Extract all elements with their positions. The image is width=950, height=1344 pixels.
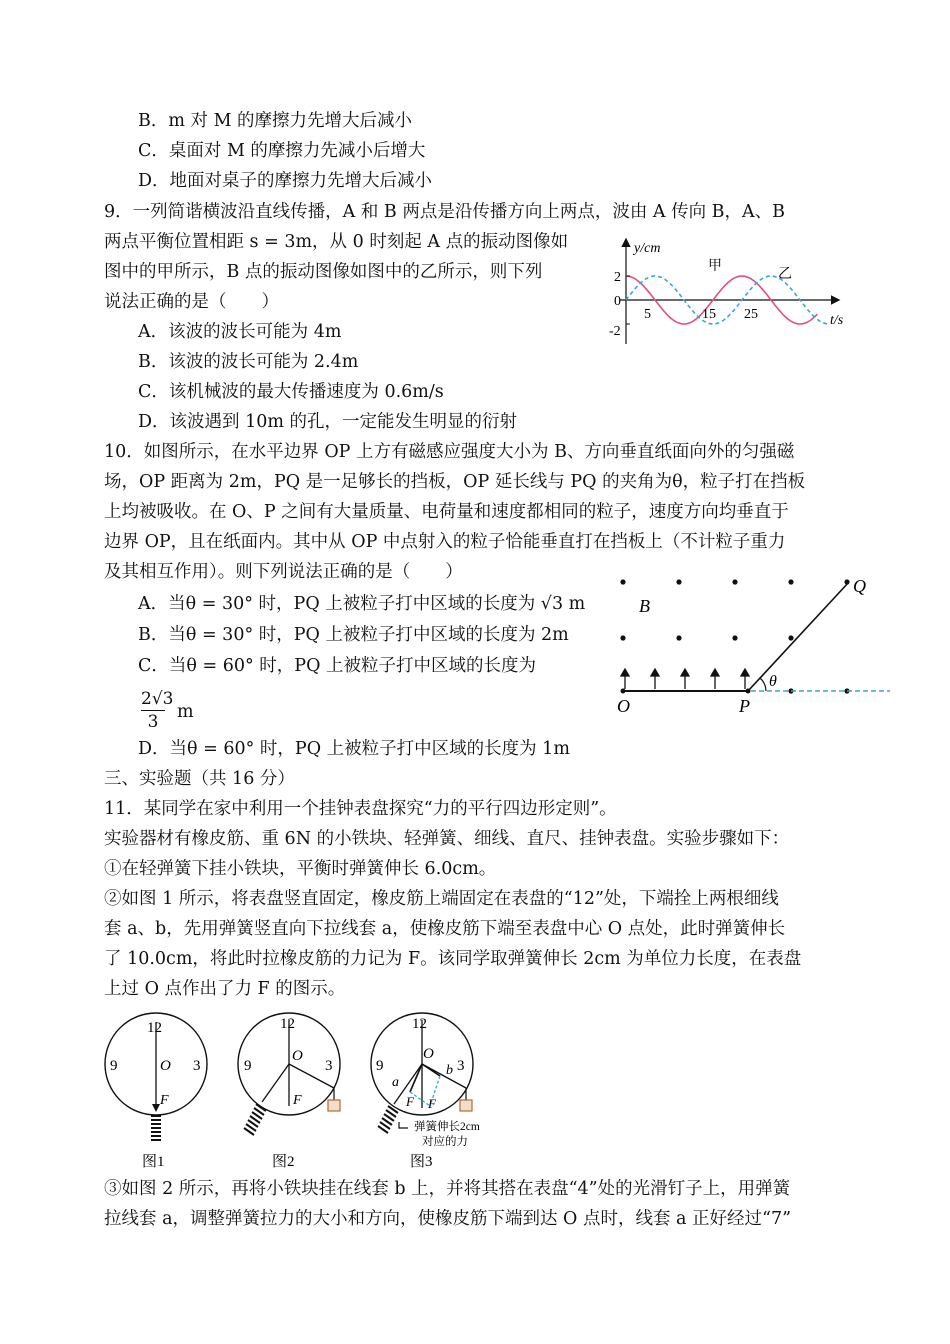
q11-stem-1: 11．某同学在家中利用一个挂钟表盘探究“力的平行四边形定则”。 (104, 799, 617, 819)
q10-option-c: C．当θ = 60° 时，PQ 上被粒子打中区域的长度为 (138, 656, 536, 676)
svg-text:9: 9 (376, 1058, 384, 1074)
q10-stem-3: 上均被吸收。在 O、P 之间有大量质量、电荷量和速度都相同的粒子，速度方向均垂直于 (104, 502, 789, 522)
q9-option-a: A．该波的波长可能为 4m (138, 322, 342, 342)
q10-option-c-fraction (141, 688, 174, 733)
label-b: B (639, 596, 650, 616)
svg-text:F: F (428, 1096, 436, 1111)
svg-text:9: 9 (110, 1058, 118, 1074)
label-yi: 乙 (778, 267, 792, 282)
q10-option-a: A．当θ = 30° 时，PQ 上被粒子打中区域的长度为 √3 m (138, 594, 586, 614)
x-axis-label: t/s (830, 313, 844, 328)
q8-option-b: B．m 对 M 的摩擦力先增大后减小 (138, 111, 413, 131)
svg-text:9: 9 (244, 1058, 252, 1074)
q9-option-b: B．该波的波长可能为 2.4m (138, 352, 359, 372)
q10-option-b: B．当θ = 30° 时，PQ 上被粒子打中区域的长度为 2m (138, 625, 569, 645)
svg-text:O: O (423, 1046, 434, 1062)
label-o: O (617, 696, 630, 716)
q10-option-d: D．当θ = 60° 时，PQ 上被粒子打中区域的长度为 1m (138, 739, 570, 759)
svg-text:3: 3 (457, 1058, 465, 1074)
q11-step-2a: ②如图 1 所示，将表盘竖直固定，橡皮筋上端固定在表盘的“12”处，下端拴上两根细线 (104, 889, 779, 909)
legend-line-2: 对应的力 (422, 1136, 468, 1148)
clock-figure-2 (238, 1013, 340, 1170)
q11-step-2b: 套 a、b，先用弹簧竖直向下拉线套 a，使橡皮筋下端至表盘中心 O 点处，此时弹簧伸长 (104, 919, 786, 939)
q11-step-3b: 拉线套 a，调整弹簧拉力的大小和方向，使橡皮筋下端到达 O 点时，线套 a 正好经过“7” (104, 1209, 792, 1229)
velocity-arrows (621, 669, 749, 689)
y-tick-0: 0 (614, 294, 621, 309)
fig2-caption: 图2 (272, 1154, 295, 1170)
q10-stem-2: 场，OP 距离为 2m，PQ 是一足够长的挡板，OP 延长线与 PQ 的夹角为θ，粒子打在挡板 (104, 472, 806, 492)
q9-option-d: D．该波遇到 10m 的孔，一定能发生明显的衍射 (138, 412, 518, 432)
svg-text:12: 12 (280, 1016, 295, 1032)
y-axis-label: y/cm (634, 241, 661, 256)
q9-stem-2: 两点平衡位置相距 s = 3m，从 0 时刻起 A 点的振动图像如 (104, 232, 569, 252)
q9-option-c: C．该机械波的最大传播速度为 0.6m/s (138, 382, 444, 402)
fig1-caption: 图1 (142, 1154, 165, 1170)
q10-stem-5: 及其相互作用）。则下列说法正确的是（ ） (104, 562, 463, 582)
svg-text:a: a (392, 1075, 399, 1090)
label-q: Q (853, 576, 866, 596)
x-tick-5: 5 (644, 307, 651, 322)
legend-line-1: 弹簧伸长2cm (414, 1121, 480, 1133)
q8-option-c: C．桌面对 M 的摩擦力先减小后增大 (138, 141, 426, 161)
label-p: P (739, 696, 750, 716)
svg-text:b: b (446, 1063, 453, 1078)
q9-stem-3: 图中的甲所示，B 点的振动图像如图中的乙所示，则下列 (104, 262, 543, 282)
q10-stem-4: 边界 OP，且在纸面内。其中从 OP 中点射入的粒子恰能垂直打在挡板上（不计粒子重力 (104, 532, 786, 552)
x-tick-15: 15 (702, 307, 716, 322)
magnetic-field-figure (605, 570, 895, 720)
q9-stem-1: 9．一列简谐横波沿直线传播，A 和 B 两点是沿传播方向上两点，波由 A 传向 B，A、B (104, 202, 786, 222)
svg-text:12: 12 (412, 1016, 427, 1032)
theta-arc (760, 678, 766, 691)
svg-text:O: O (292, 1048, 303, 1064)
x-tick-25: 25 (744, 307, 758, 322)
fraction-numerator: 2√3 (141, 689, 174, 709)
svg-text:O: O (160, 1058, 171, 1074)
clock-figures (96, 1008, 526, 1178)
svg-text:3: 3 (193, 1058, 201, 1074)
fraction-denominator: 3 (147, 712, 159, 732)
fig3-caption: 图3 (410, 1154, 433, 1170)
q8-option-d: D．地面对桌子的摩擦力先增大后减小 (138, 171, 433, 191)
q11-step-2c: 了 10.0cm，将此时拉橡皮筋的力记为 F。该同学取弹簧伸长 2cm 为单位力长度，在表盘 (104, 949, 802, 969)
y-tick-2: 2 (614, 270, 621, 285)
y-tick-neg2: -2 (609, 324, 621, 339)
vibration-graph (600, 236, 860, 348)
svg-text:F: F (406, 1094, 414, 1109)
q10-stem-1: 10．如图所示，在水平边界 OP 上方有磁感应强度大小为 B、方向垂直纸面向外的匀强磁 (104, 442, 795, 462)
clock-figure-1 (105, 1013, 207, 1170)
svg-text:3: 3 (325, 1058, 333, 1074)
label-jia: 甲 (708, 259, 722, 274)
svg-text:F: F (160, 1093, 169, 1108)
q11-step-3a: ③如图 2 所示，再将小铁块挂在线套 b 上，并将其搭在表盘“4”处的光滑钉子上，用弹簧 (104, 1179, 791, 1199)
q11-stem-2: 实验器材有橡皮筋、重 6N 的小铁块、轻弹簧、细线、直尺、挂钟表盘。实验步骤如下： (104, 829, 790, 849)
svg-text:12: 12 (147, 1020, 162, 1036)
section-3-heading: 三、实验题（共 16 分） (104, 769, 295, 789)
q11-step-1: ①在轻弹簧下挂小铁块，平衡时弹簧伸长 6.0cm。 (104, 859, 497, 879)
q11-step-2d: 上过 O 点作出了力 F 的图示。 (104, 979, 346, 999)
clock-figure-3 (371, 1013, 480, 1170)
label-theta: θ (769, 673, 777, 690)
svg-text:F: F (293, 1093, 302, 1108)
baffle-pq (748, 582, 849, 691)
fraction-unit: m (177, 702, 194, 722)
q9-stem-4: 说法正确的是（ ） (104, 292, 279, 312)
